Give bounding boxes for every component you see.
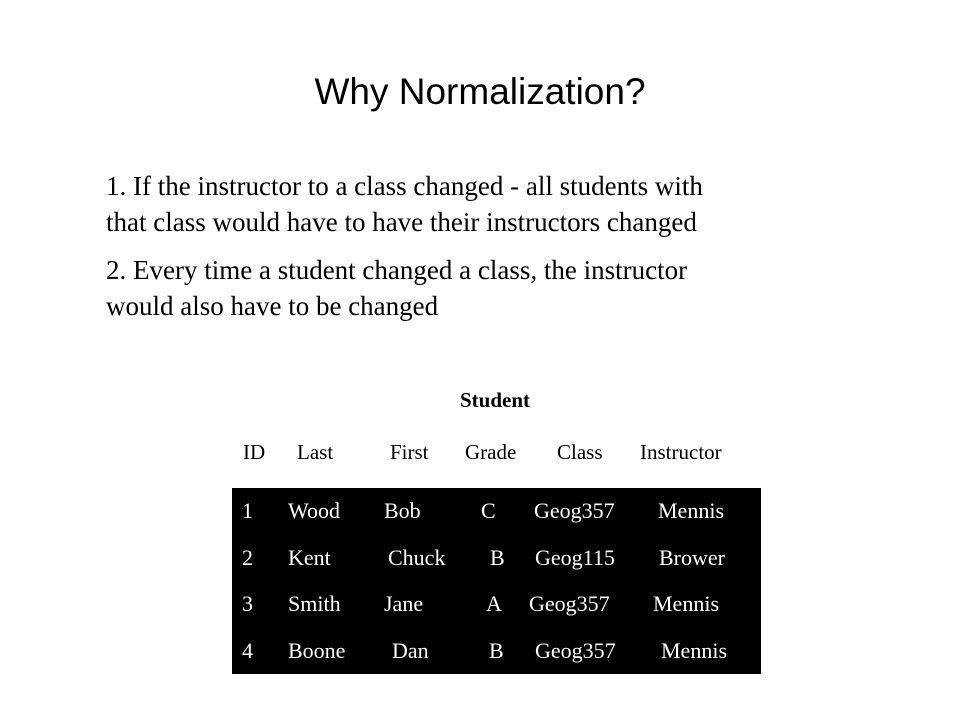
cell-instructor: Mennis: [661, 638, 727, 663]
table-header-row: [0, 438, 960, 466]
cell-first: Chuck: [388, 545, 446, 570]
column-header-instructor: Instructor: [640, 440, 722, 464]
cell-class: Geog357: [535, 638, 616, 663]
column-header-last: Last: [297, 440, 334, 464]
cell-last: Smith: [288, 591, 341, 616]
bullet-2-line-2: would also have to be changed: [106, 291, 439, 321]
cell-id: 2: [242, 545, 253, 570]
cell-id: 4: [242, 638, 253, 663]
student-table: [232, 488, 761, 674]
cell-instructor: Mennis: [653, 591, 719, 616]
table-row: [232, 581, 761, 627]
cell-last: Wood: [288, 498, 341, 523]
cell-last: Kent: [288, 545, 331, 570]
cell-first: Jane: [384, 591, 424, 616]
cell-class: Geog357: [529, 591, 610, 616]
column-header-class: Class: [557, 440, 603, 464]
table-row: [232, 628, 761, 674]
cell-grade: A: [486, 591, 502, 616]
cell-first: Bob: [384, 498, 421, 523]
slide-title: Why Normalization?: [314, 71, 646, 112]
cell-last: Boone: [288, 638, 346, 663]
bullet-list: [106, 168, 826, 336]
cell-grade: B: [489, 638, 504, 663]
bullet-1-line-2: that class would have to have their instructors changed: [106, 207, 697, 237]
cell-id: 1: [242, 498, 253, 523]
bullet-point-2: [106, 252, 826, 324]
bullet-point-1: [106, 168, 826, 240]
table-row: [232, 488, 761, 534]
cell-grade: C: [481, 498, 496, 523]
bullet-1-line-1: 1. If the instructor to a class changed - all students with: [106, 171, 703, 201]
cell-instructor: Brower: [659, 545, 725, 570]
column-header-id: ID: [243, 440, 266, 464]
cell-class: Geog115: [535, 545, 615, 570]
cell-instructor: Mennis: [658, 498, 724, 523]
cell-grade: B: [490, 545, 505, 570]
column-header-grade: Grade: [465, 440, 517, 464]
cell-class: Geog357: [534, 498, 615, 523]
column-header-first: First: [390, 440, 429, 464]
bullet-2-line-1: 2. Every time a student changed a class, the instructor: [106, 255, 688, 285]
table-title: Student: [459, 388, 531, 412]
table-row: [232, 535, 761, 581]
cell-id: 3: [242, 591, 253, 616]
cell-first: Dan: [392, 638, 429, 663]
